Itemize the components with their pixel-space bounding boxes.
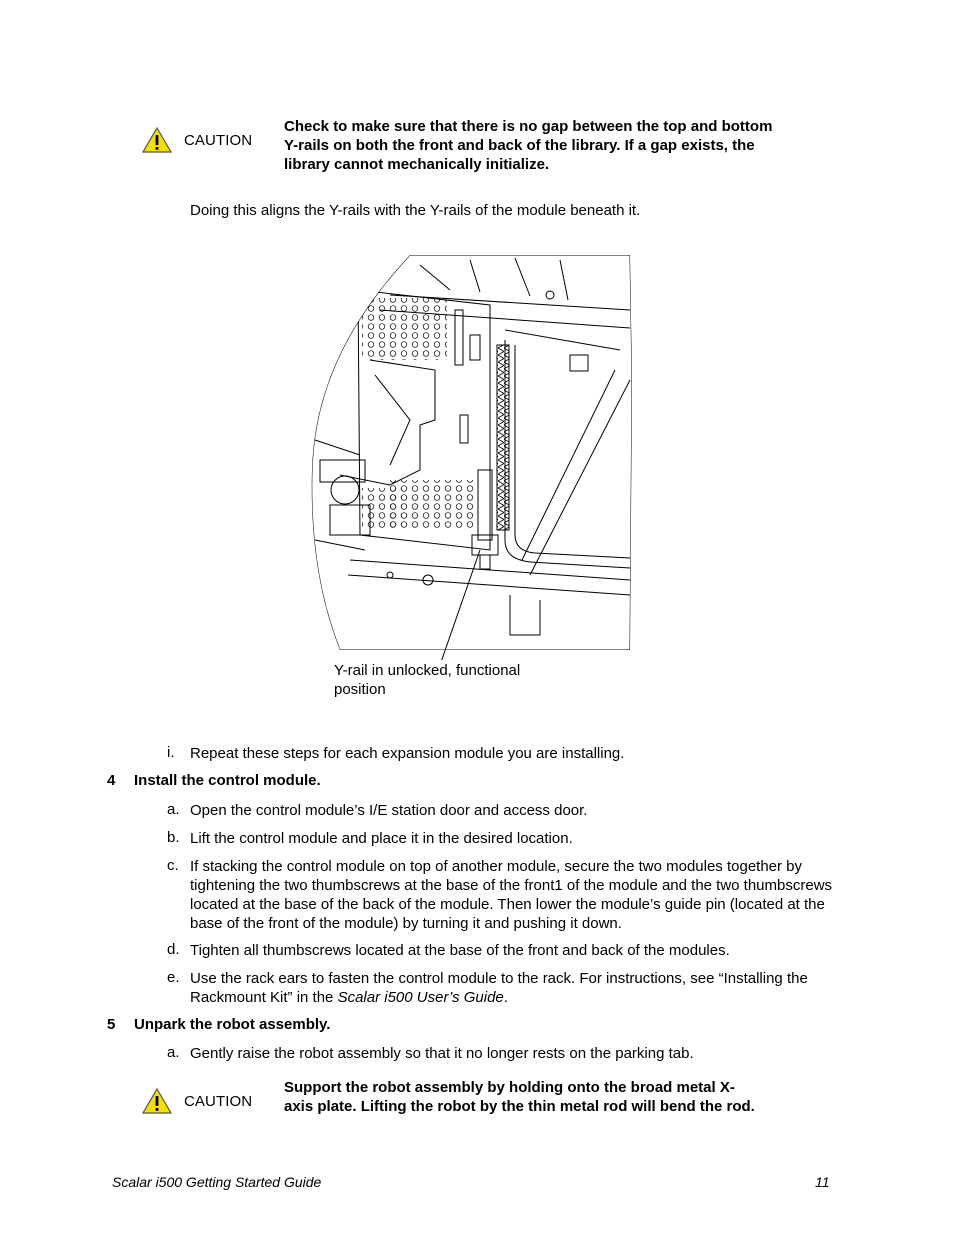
users-guide-reference: Scalar i500 User’s Guide	[337, 989, 504, 1006]
caution-text: Support the robot assembly by holding onto the broad metal X-axis plate. Lifting the robot by the thin metal rod will bend the rod.	[284, 1079, 755, 1115]
step-4b-letter: b.	[167, 829, 180, 846]
step-4e-letter: e.	[167, 969, 180, 986]
step-4-number: 4	[107, 772, 116, 789]
step-4-title: Install the control module.	[134, 772, 321, 789]
step-4c-letter: c.	[167, 857, 179, 874]
caution-label: CAUTION	[184, 1093, 253, 1110]
step-5a-text: Gently raise the robot assembly so that it no longer rests on the parking tab.	[190, 1045, 694, 1062]
page-number: 11	[815, 1174, 830, 1190]
footer-title: Scalar i500 Getting Started Guide	[112, 1174, 322, 1190]
step-4a-text: Open the control module’s I/E station door and access door.	[190, 802, 588, 819]
figure-caption: Y-rail in unlocked, functional position	[334, 662, 521, 698]
intro-paragraph: Doing this aligns the Y-rails with the Y-rails of the module beneath it.	[190, 202, 641, 219]
step-5a-letter: a.	[167, 1044, 180, 1061]
step-i-text: Repeat these steps for each expansion module you are installing.	[190, 745, 625, 762]
step-4c-text: If stacking the control module on top of another module, secure the two modules together by tightening the two thumbscrews at the base of the front1 of the module and the two thumbscrews located at the base of the back of the module. Then lower the module’s guide pin (located at the base of the front of the module) by turning it and pushing it down.	[190, 858, 833, 932]
step-5-number: 5	[107, 1016, 116, 1033]
warning-icon	[142, 126, 172, 154]
y-rail-figure	[300, 250, 640, 660]
warning-icon	[142, 1087, 172, 1115]
step-4d-letter: d.	[167, 941, 180, 958]
step-4e-text	[190, 969, 835, 1007]
step-i-letter: i.	[167, 744, 175, 761]
caution-text: Check to make sure that there is no gap between the top and bottom Y-rails on both the front and back of the library. If a gap exists, the library cannot mechanically initialize.	[284, 118, 773, 173]
step-4d-text: Tighten all thumbscrews located at the base of the front and back of the modules.	[190, 942, 730, 959]
step-4b-text: Lift the control module and place it in the desired location.	[190, 830, 573, 847]
step-4e-text-end: .	[503, 989, 508, 1006]
step-5-title: Unpark the robot assembly.	[134, 1016, 331, 1033]
step-4e-text-start: Use the rack ears to fasten the control module to the rack. For instructions, see “Installing the Rackmount Kit” in the	[190, 970, 808, 1006]
caution-label: CAUTION	[184, 132, 253, 149]
step-4a-letter: a.	[167, 801, 180, 818]
